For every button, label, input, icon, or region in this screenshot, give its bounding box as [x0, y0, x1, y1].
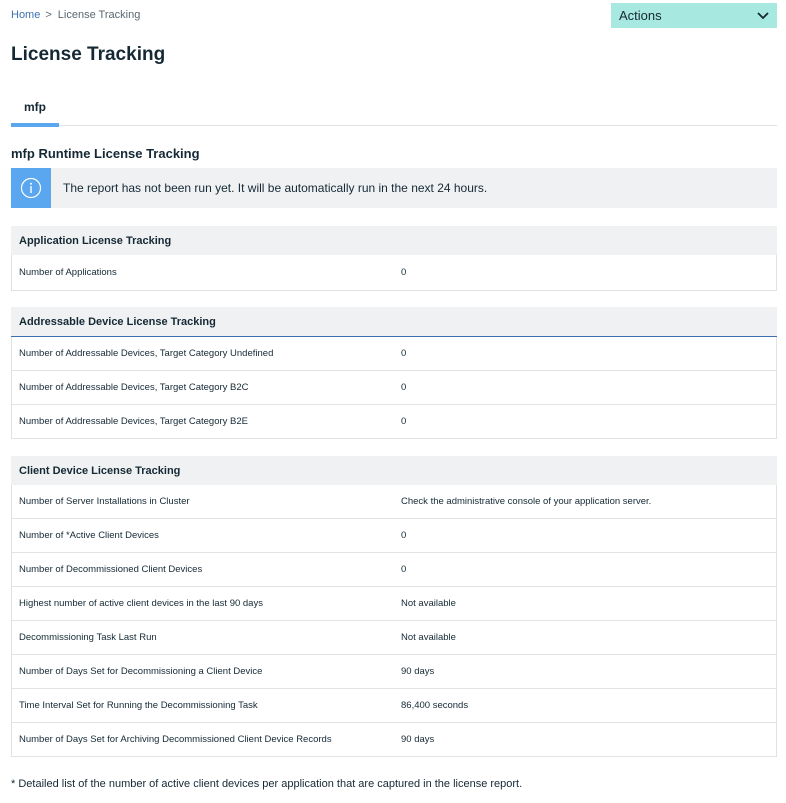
row-label: Number of Days Set for Decommissioning a Client Device [12, 655, 395, 689]
client-device-license-title: Client Device License Tracking [12, 456, 777, 485]
footnote: * Detailed list of the number of active client devices per application that are captured in the license report. [11, 778, 523, 790]
table-header-row [12, 456, 777, 485]
row-label: Decommissioning Task Last Run [12, 621, 395, 655]
tab-mfp[interactable] [11, 90, 59, 127]
row-value: 0 [394, 337, 777, 371]
table-row [12, 553, 777, 587]
row-value: Check the administrative console of your application server. [394, 485, 777, 519]
info-notification [11, 168, 777, 208]
addressable-device-license-table [11, 307, 777, 439]
table-row [12, 655, 777, 689]
breadcrumb-separator: > [45, 9, 52, 21]
row-value: 0 [394, 371, 777, 405]
table-row [12, 689, 777, 723]
table-header-row [12, 226, 777, 255]
row-label: Number of Days Set for Archiving Decommissioned Client Device Records [12, 723, 395, 757]
row-value: 90 days [394, 655, 777, 689]
application-license-table [11, 226, 777, 291]
table-row [12, 587, 777, 621]
tab-bar [11, 90, 777, 126]
table-row [12, 337, 777, 371]
row-label: Number of Applications [12, 255, 395, 290]
row-value: 0 [394, 405, 777, 439]
info-icon [11, 168, 51, 208]
actions-dropdown[interactable] [611, 3, 777, 28]
row-label: Number of Addressable Devices, Target Category Undefined [12, 337, 395, 371]
row-label: Number of Decommissioned Client Devices [12, 553, 395, 587]
row-value: 0 [394, 255, 777, 290]
row-value: Not available [394, 587, 777, 621]
row-value: 0 [394, 553, 777, 587]
row-value: 86,400 seconds [394, 689, 777, 723]
row-label: Number of Addressable Devices, Target Category B2C [12, 371, 395, 405]
breadcrumb [11, 9, 140, 21]
table-row [12, 485, 777, 519]
row-label: Number of Addressable Devices, Target Category B2E [12, 405, 395, 439]
row-label: Number of *Active Client Devices [12, 519, 395, 553]
row-label: Time Interval Set for Running the Decommissioning Task [12, 689, 395, 723]
addressable-device-license-title: Addressable Device License Tracking [12, 307, 777, 337]
notification-message: The report has not been run yet. It will be automatically run in the next 24 hours. [63, 181, 488, 195]
application-license-title: Application License Tracking [12, 226, 777, 255]
row-value: 90 days [394, 723, 777, 757]
page-title: License Tracking [11, 44, 166, 65]
row-label: Highest number of active client devices in the last 90 days [12, 587, 395, 621]
chevron-down-icon [757, 12, 769, 20]
row-value: 0 [394, 519, 777, 553]
row-value: Not available [394, 621, 777, 655]
table-header-row [12, 307, 777, 337]
section-title: mfp Runtime License Tracking [11, 146, 200, 161]
table-row [12, 255, 777, 290]
actions-label: Actions [619, 8, 662, 23]
breadcrumb-current: License Tracking [57, 9, 141, 21]
table-row [12, 621, 777, 655]
table-row [12, 371, 777, 405]
table-row [12, 519, 777, 553]
row-label: Number of Server Installations in Cluster [12, 485, 395, 519]
tab-mfp-label: mfp [24, 100, 46, 114]
client-device-license-table [11, 456, 777, 757]
table-row [12, 723, 777, 757]
breadcrumb-home-link[interactable]: Home [11, 9, 41, 21]
table-row [12, 405, 777, 439]
